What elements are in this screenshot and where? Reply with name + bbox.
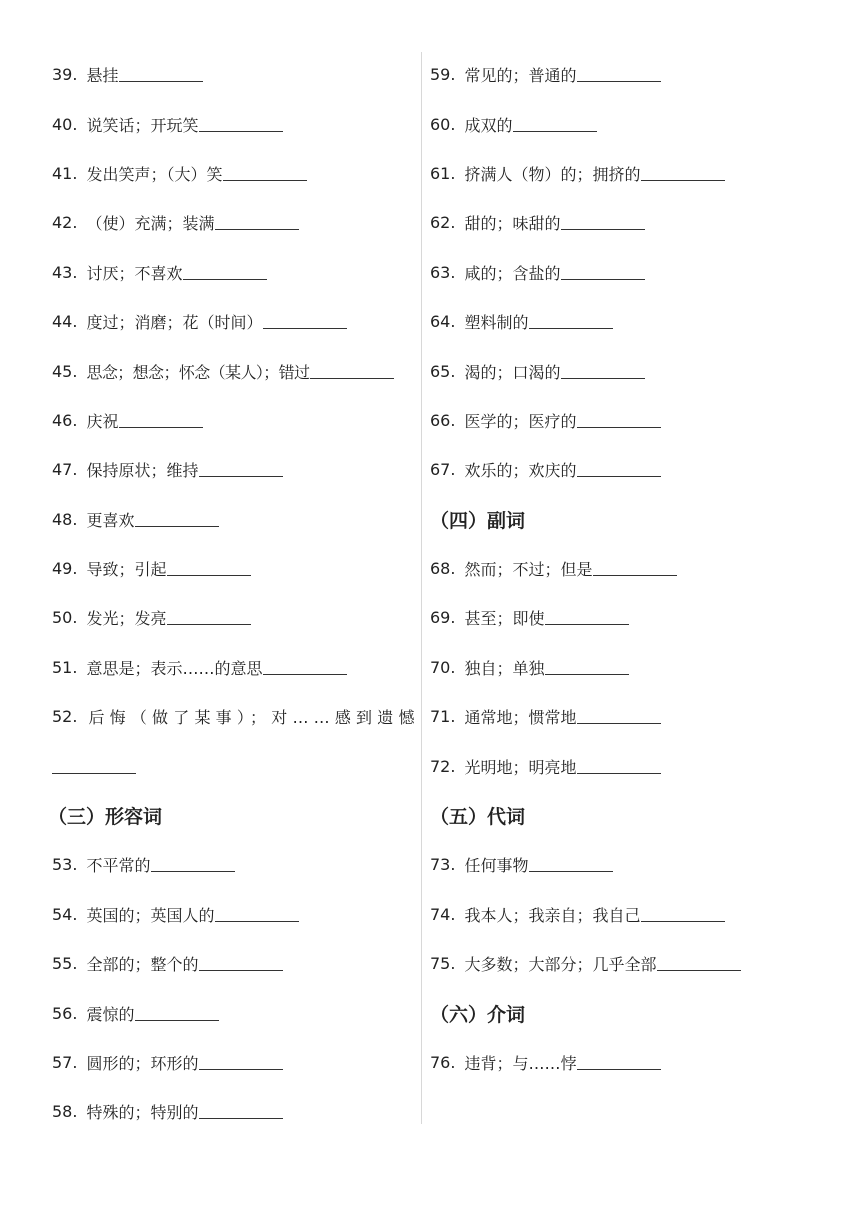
item-number: 43. xyxy=(52,262,78,282)
item-text: 常见的；普通的 xyxy=(464,66,577,86)
answer-blank[interactable] xyxy=(529,857,613,872)
answer-blank[interactable] xyxy=(223,166,307,181)
answer-blank[interactable] xyxy=(119,67,203,82)
item-number: 67. xyxy=(430,460,456,480)
item-number: 46. xyxy=(52,410,78,430)
column-divider xyxy=(421,52,422,1124)
answer-blank[interactable] xyxy=(199,1104,283,1119)
item-text: 光明地；明亮地 xyxy=(464,757,577,777)
right-column xyxy=(430,50,830,1087)
item-number: 71. xyxy=(430,707,456,727)
list-item xyxy=(430,297,830,346)
item-number: 45. xyxy=(52,361,78,381)
list-item xyxy=(430,50,830,99)
list-item xyxy=(52,1087,414,1136)
item-number: 60. xyxy=(430,114,456,134)
answer-blank[interactable] xyxy=(641,907,725,922)
item-text: 更喜欢 xyxy=(86,510,135,530)
list-item xyxy=(52,248,414,297)
list-item xyxy=(430,1038,830,1087)
item-number: 44. xyxy=(52,312,78,332)
answer-blank[interactable] xyxy=(52,759,136,774)
item-text: 度过；消磨；花（时间） xyxy=(86,313,263,333)
item-text: 悬挂 xyxy=(86,66,119,86)
list-item xyxy=(430,396,830,445)
answer-blank[interactable] xyxy=(167,610,251,625)
item-number: 40. xyxy=(52,114,78,134)
item-text: 大多数；大部分；几乎全部 xyxy=(464,955,657,975)
answer-blank[interactable] xyxy=(199,117,283,132)
item-number: 65. xyxy=(430,361,456,381)
item-number: 56. xyxy=(52,1003,78,1023)
list-item xyxy=(430,890,830,939)
item-number: 64. xyxy=(430,312,456,332)
list-item xyxy=(52,495,414,544)
answer-blank[interactable] xyxy=(199,462,283,477)
item-text: 英国的；英国人的 xyxy=(86,905,215,925)
answer-blank[interactable] xyxy=(545,610,629,625)
answer-blank[interactable] xyxy=(561,265,645,280)
item-text: 后悔（做了某事）；对……感到遗憾 xyxy=(88,708,420,728)
left-column xyxy=(48,50,420,1137)
item-text: 特殊的；特别的 xyxy=(86,1103,199,1123)
list-item xyxy=(52,890,414,939)
answer-blank[interactable] xyxy=(513,117,597,132)
list-item xyxy=(430,198,830,247)
item-number: 39. xyxy=(52,65,78,85)
answer-blank[interactable] xyxy=(577,67,661,82)
item-number: 76. xyxy=(430,1053,456,1072)
answer-blank[interactable] xyxy=(641,166,725,181)
answer-blank[interactable] xyxy=(593,561,677,576)
item-number: 70. xyxy=(430,657,456,677)
answer-blank[interactable] xyxy=(561,215,645,230)
section-heading-prepositions: （六）介词 xyxy=(430,1003,526,1026)
section-heading-adverbs: （四）副词 xyxy=(430,509,526,532)
answer-blank[interactable] xyxy=(151,857,235,872)
item-text: 说笑话；开玩笑 xyxy=(86,115,199,135)
list-item xyxy=(52,198,414,247)
list-item xyxy=(52,445,414,494)
answer-blank[interactable] xyxy=(310,364,394,379)
answer-blank[interactable] xyxy=(577,759,661,774)
item-text: 不平常的 xyxy=(86,856,151,876)
list-item xyxy=(430,643,830,692)
item-text: 甚至；即使 xyxy=(464,609,545,629)
item-number: 48. xyxy=(52,509,78,529)
answer-blank[interactable] xyxy=(561,364,645,379)
answer-blank[interactable] xyxy=(199,956,283,971)
answer-blank[interactable] xyxy=(577,413,661,428)
answer-blank[interactable] xyxy=(167,561,251,576)
item-number: 58. xyxy=(52,1102,78,1122)
list-item xyxy=(430,692,830,741)
list-item xyxy=(52,396,414,445)
item-text: 医学的；医疗的 xyxy=(464,411,577,431)
answer-blank[interactable] xyxy=(545,660,629,675)
item-text: 然而；不过；但是 xyxy=(464,560,593,580)
answer-blank[interactable] xyxy=(263,660,347,675)
answer-blank[interactable] xyxy=(135,512,219,527)
item-text: 圆形的；环形的 xyxy=(86,1054,199,1073)
item-number: 63. xyxy=(430,262,456,282)
item-number: 68. xyxy=(430,559,456,579)
list-item xyxy=(52,1038,414,1087)
item-text: 发光；发亮 xyxy=(86,609,167,629)
list-item xyxy=(52,99,414,148)
list-item xyxy=(430,939,830,988)
item-text: 庆祝 xyxy=(86,411,119,431)
item-number: 59. xyxy=(430,65,456,85)
item-number: 61. xyxy=(430,163,456,183)
list-item xyxy=(52,544,414,593)
list-item xyxy=(52,297,414,346)
item-number: 57. xyxy=(52,1053,78,1072)
item-number: 62. xyxy=(430,213,456,233)
item-text: 成双的 xyxy=(464,115,513,135)
list-item xyxy=(52,939,414,988)
list-item xyxy=(52,692,420,741)
answer-blank[interactable] xyxy=(577,709,661,724)
answer-blank[interactable] xyxy=(183,265,267,280)
list-item xyxy=(52,149,414,198)
list-item xyxy=(430,544,830,593)
item-number: 72. xyxy=(430,756,456,776)
item-text: 违背；与……悖 xyxy=(464,1054,577,1073)
item-text: 独自；单独 xyxy=(464,658,545,678)
item-text: 保持原状；维持 xyxy=(86,461,199,481)
list-item xyxy=(52,988,414,1037)
item-number: 73. xyxy=(430,855,456,875)
list-item xyxy=(52,840,414,889)
list-item xyxy=(430,741,830,790)
list-item-continuation xyxy=(52,741,414,790)
item-number: 52. xyxy=(52,707,78,727)
item-text: 我本人；我亲自；我自己 xyxy=(464,905,641,925)
item-text: 讨厌；不喜欢 xyxy=(86,263,183,283)
list-item xyxy=(52,346,414,395)
item-text: 思念；想念；怀念（某人）；错过 xyxy=(86,362,310,382)
list-item xyxy=(52,50,414,99)
item-text: 通常地；惯常地 xyxy=(464,708,577,728)
answer-blank[interactable] xyxy=(135,1006,219,1021)
section-heading-pronouns: （五）代词 xyxy=(430,806,526,829)
list-item xyxy=(430,149,830,198)
answer-blank[interactable] xyxy=(119,413,203,428)
item-number: 50. xyxy=(52,608,78,628)
answer-blank[interactable] xyxy=(657,956,741,971)
list-item xyxy=(430,99,830,148)
item-text: 发出笑声；（大）笑 xyxy=(86,164,223,184)
list-item xyxy=(52,643,414,692)
item-text: 欢乐的；欢庆的 xyxy=(464,461,577,481)
item-number: 49. xyxy=(52,559,78,579)
item-number: 47. xyxy=(52,460,78,480)
item-text: 渴的；口渴的 xyxy=(464,362,561,382)
item-text: 挤满人（物）的；拥挤的 xyxy=(464,164,641,184)
section-heading-adjectives: （三）形容词 xyxy=(48,806,163,829)
item-text: 塑料制的 xyxy=(464,313,529,333)
list-item xyxy=(430,445,830,494)
answer-blank[interactable] xyxy=(577,1055,661,1070)
item-text: 全部的；整个的 xyxy=(86,955,199,975)
item-number: 42. xyxy=(52,213,78,233)
item-number: 54. xyxy=(52,904,78,924)
item-text: 震惊的 xyxy=(86,1004,135,1024)
item-number: 75. xyxy=(430,954,456,974)
item-number: 66. xyxy=(430,410,456,430)
item-number: 69. xyxy=(430,608,456,628)
list-item xyxy=(430,248,830,297)
item-number: 41. xyxy=(52,163,78,183)
list-item xyxy=(430,840,830,889)
item-number: 51. xyxy=(52,657,78,677)
item-text: 意思是；表示……的意思 xyxy=(86,658,263,678)
item-text: 导致；引起 xyxy=(86,560,167,580)
answer-blank[interactable] xyxy=(215,215,299,230)
answer-blank[interactable] xyxy=(199,1055,283,1070)
list-item xyxy=(52,593,414,642)
item-text: 咸的；含盐的 xyxy=(464,263,561,283)
item-text: （使）充满；装满 xyxy=(86,214,215,234)
answer-blank[interactable] xyxy=(263,314,347,329)
list-item xyxy=(430,346,830,395)
list-item xyxy=(430,593,830,642)
item-text: 任何事物 xyxy=(464,856,529,876)
answer-blank[interactable] xyxy=(215,907,299,922)
item-number: 74. xyxy=(430,904,456,924)
answer-blank[interactable] xyxy=(529,314,613,329)
item-number: 53. xyxy=(52,855,78,875)
item-text: 甜的；味甜的 xyxy=(464,214,561,234)
item-number: 55. xyxy=(52,954,78,974)
answer-blank[interactable] xyxy=(577,462,661,477)
